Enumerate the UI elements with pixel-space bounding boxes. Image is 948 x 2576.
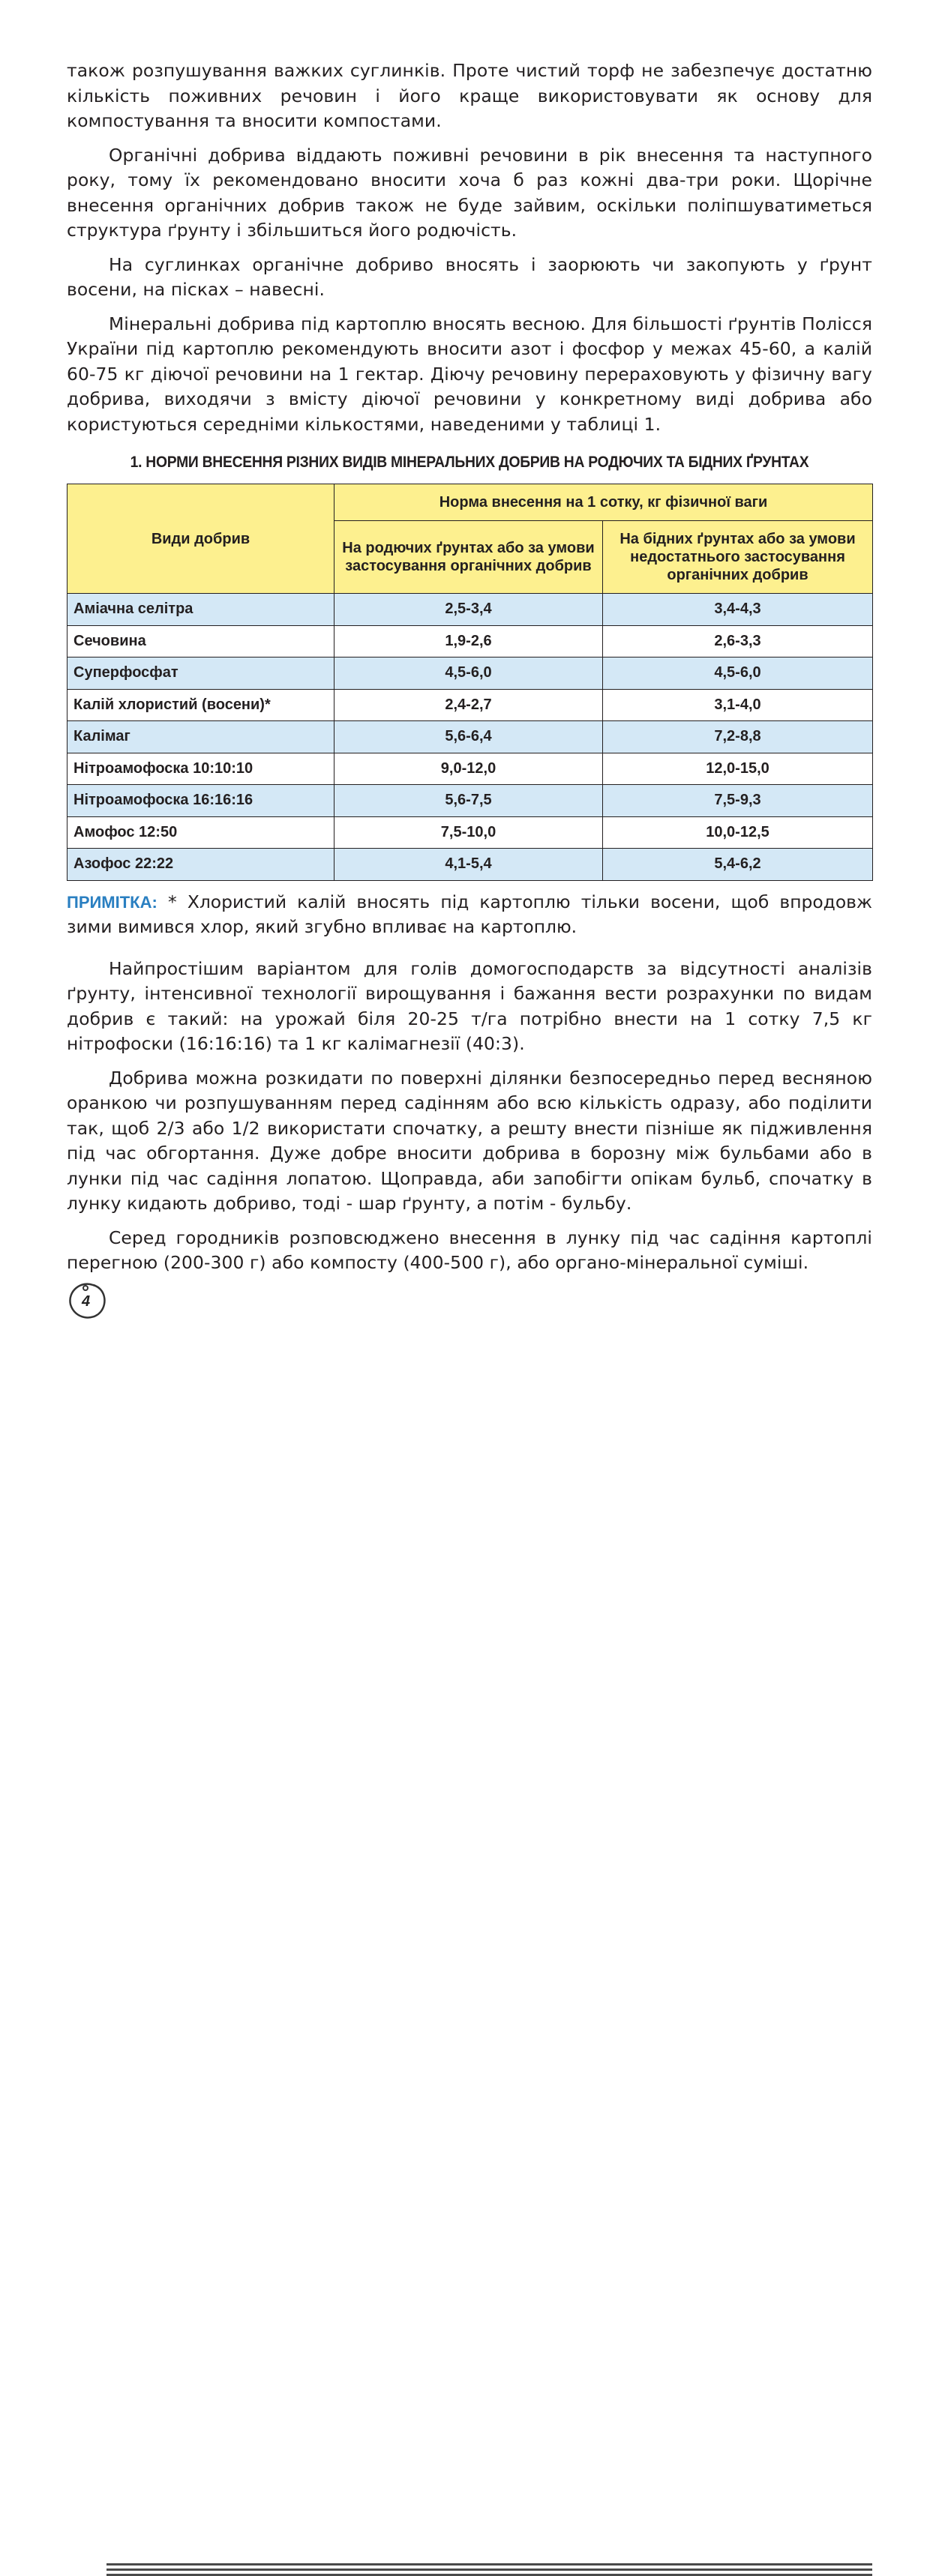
fertile-value: 7,5-10,0 (334, 816, 603, 849)
poor-value: 3,4-4,3 (603, 594, 873, 626)
table-row (68, 816, 873, 849)
note-text: * Хлористий калій вносять під картоплю тільки восени, щоб впродовж зими вимився хлор, який згубно впливає на картоплю. (67, 891, 872, 937)
fertilizer-name: Нітроамофоска 16:16:16 (68, 785, 334, 817)
table-row (68, 594, 873, 626)
poor-value: 12,0-15,0 (603, 753, 873, 785)
footer-rule (106, 2563, 872, 2566)
page-footer (0, 1275, 948, 1327)
page-content (67, 58, 872, 1285)
poor-value: 10,0-12,5 (603, 816, 873, 849)
table-row (68, 785, 873, 817)
header-kind: Види добрив (68, 484, 334, 594)
fertilizer-name: Аміачна селітра (68, 594, 334, 626)
fertile-value: 9,0-12,0 (334, 753, 603, 785)
poor-value: 7,5-9,3 (603, 785, 873, 817)
table-caption: 1. НОРМИ ВНЕСЕННЯ РІЗНИХ ВИДІВ МІНЕРАЛЬНИХ ДОБРИВ НА РОДЮЧИХ ТА БІДНИХ ҐРУНТАХ (130, 454, 809, 471)
fertile-value: 5,6-6,4 (334, 721, 603, 753)
fertilizer-name: Сечовина (68, 625, 334, 657)
table-note (67, 890, 872, 940)
table-row (68, 753, 873, 785)
poor-value: 7,2-8,8 (603, 721, 873, 753)
fertile-value: 2,5-3,4 (334, 594, 603, 626)
fertilizer-name: Амофос 12:50 (68, 816, 334, 849)
fertile-value: 5,6-7,5 (334, 785, 603, 817)
fertile-value: 1,9-2,6 (334, 625, 603, 657)
paragraph-5: Найпростішим варіантом для голів домогосподарств за відсутності аналізів ґрунту, інтенсивної технології вирощування і бажання вести розрахунки по видам добрив є такий: на урожай біля 20-25 т/га потрібно внести на 1 сотку 7,5 кг нітрофоски (16:16:16) та 1 кг калімагнезії (40:3). (67, 957, 872, 1054)
header-poor: На бідних ґрунтах або за умови недостатнього застосування органічних добрив (603, 521, 873, 594)
table-row (68, 721, 873, 753)
poor-value: 5,4-6,2 (603, 849, 873, 881)
footer-rule (106, 2569, 872, 2571)
header-fertile: На родючих ґрунтах або за умови застосування органічних добрив (334, 521, 603, 594)
fertilizer-name: Суперфосфат (68, 657, 334, 690)
poor-value: 3,1-4,0 (603, 689, 873, 721)
table-row (68, 625, 873, 657)
paragraph-6: Добрива можна розкидати по поверхні ділянки безпосередньо перед весняною оранкою чи розпушуванням перед садінням або всю кількість одразу, або поділити так, щоб 2/3 або 1/2 використати спочатку, а решту внести пізніше як підживлення під час обгортання. Дуже добре вносити добрива в борозну між бульбами або в лунки під час садіння лопатою. Щоправда, аби запобігти опікам бульб, спочатку в лунку кидають добриво, тоді - шар ґрунту, а потім - бульбу. (67, 1067, 872, 1214)
page-number: 4 (82, 1293, 91, 1310)
paragraph-4: Мінеральні добрива під картоплю вносять весною. Для більшості ґрунтів Полісся України під картоплю рекомендують вносити азот і фосфор у межах 45-60, а калій 60-75 кг діючої речовини на 1 гектар. Діючу речовину перераховують у фізичну вагу добрива, виходячи з вмісту діючої речовини у конкретному виді добрива або користуються середніми кількостями, наведеними у таблиці 1. (67, 313, 872, 435)
paragraph-1: також розпушування важких суглинків. Проте чистий торф не забезпечує достатню кількість поживних речовин і його краще використовувати як основу для компостування та вносити компостами. (67, 60, 872, 131)
fertile-value: 4,1-5,4 (334, 849, 603, 881)
header-group: Норма внесення на 1 сотку, кг фізичної ваги (334, 484, 873, 521)
poor-value: 2,6-3,3 (603, 625, 873, 657)
table-header-row (68, 484, 873, 521)
fertile-value: 2,4-2,7 (334, 689, 603, 721)
fertilizer-name: Азофос 22:22 (68, 849, 334, 881)
fertile-value: 4,5-6,0 (334, 657, 603, 690)
fertilizer-table (67, 484, 873, 881)
fertilizer-name: Калій хлористий (восени)* (68, 689, 334, 721)
fertilizer-name: Нітроамофоска 10:10:10 (68, 753, 334, 785)
table-row (68, 689, 873, 721)
poor-value: 4,5-6,0 (603, 657, 873, 690)
paragraph-7: Серед городників розповсюджено внесення в лунку під час садіння картоплі перегною (200-300 г) або компосту (400-500 г), або органо-мінеральної суміші. (67, 1227, 872, 1273)
paragraph-3: На суглинках органічне добриво вносять і заорюють чи закопують у ґрунт восени, на пісках – навесні. (67, 253, 872, 300)
note-label: ПРИМІТКА: (67, 892, 158, 912)
fertilizer-name: Калімаг (68, 721, 334, 753)
table-row (68, 849, 873, 881)
table-row (68, 657, 873, 690)
paragraph-2: Органічні добрива віддають поживні речовини в рік внесення та наступного року, тому їх рекомендовано вносити хоча б раз кожні два-три роки. Щорічне внесення органічних добрив також не буде зайвим, оскільки поліпшуватиметься структура ґрунту і збільшиться його родючість. (67, 144, 872, 241)
